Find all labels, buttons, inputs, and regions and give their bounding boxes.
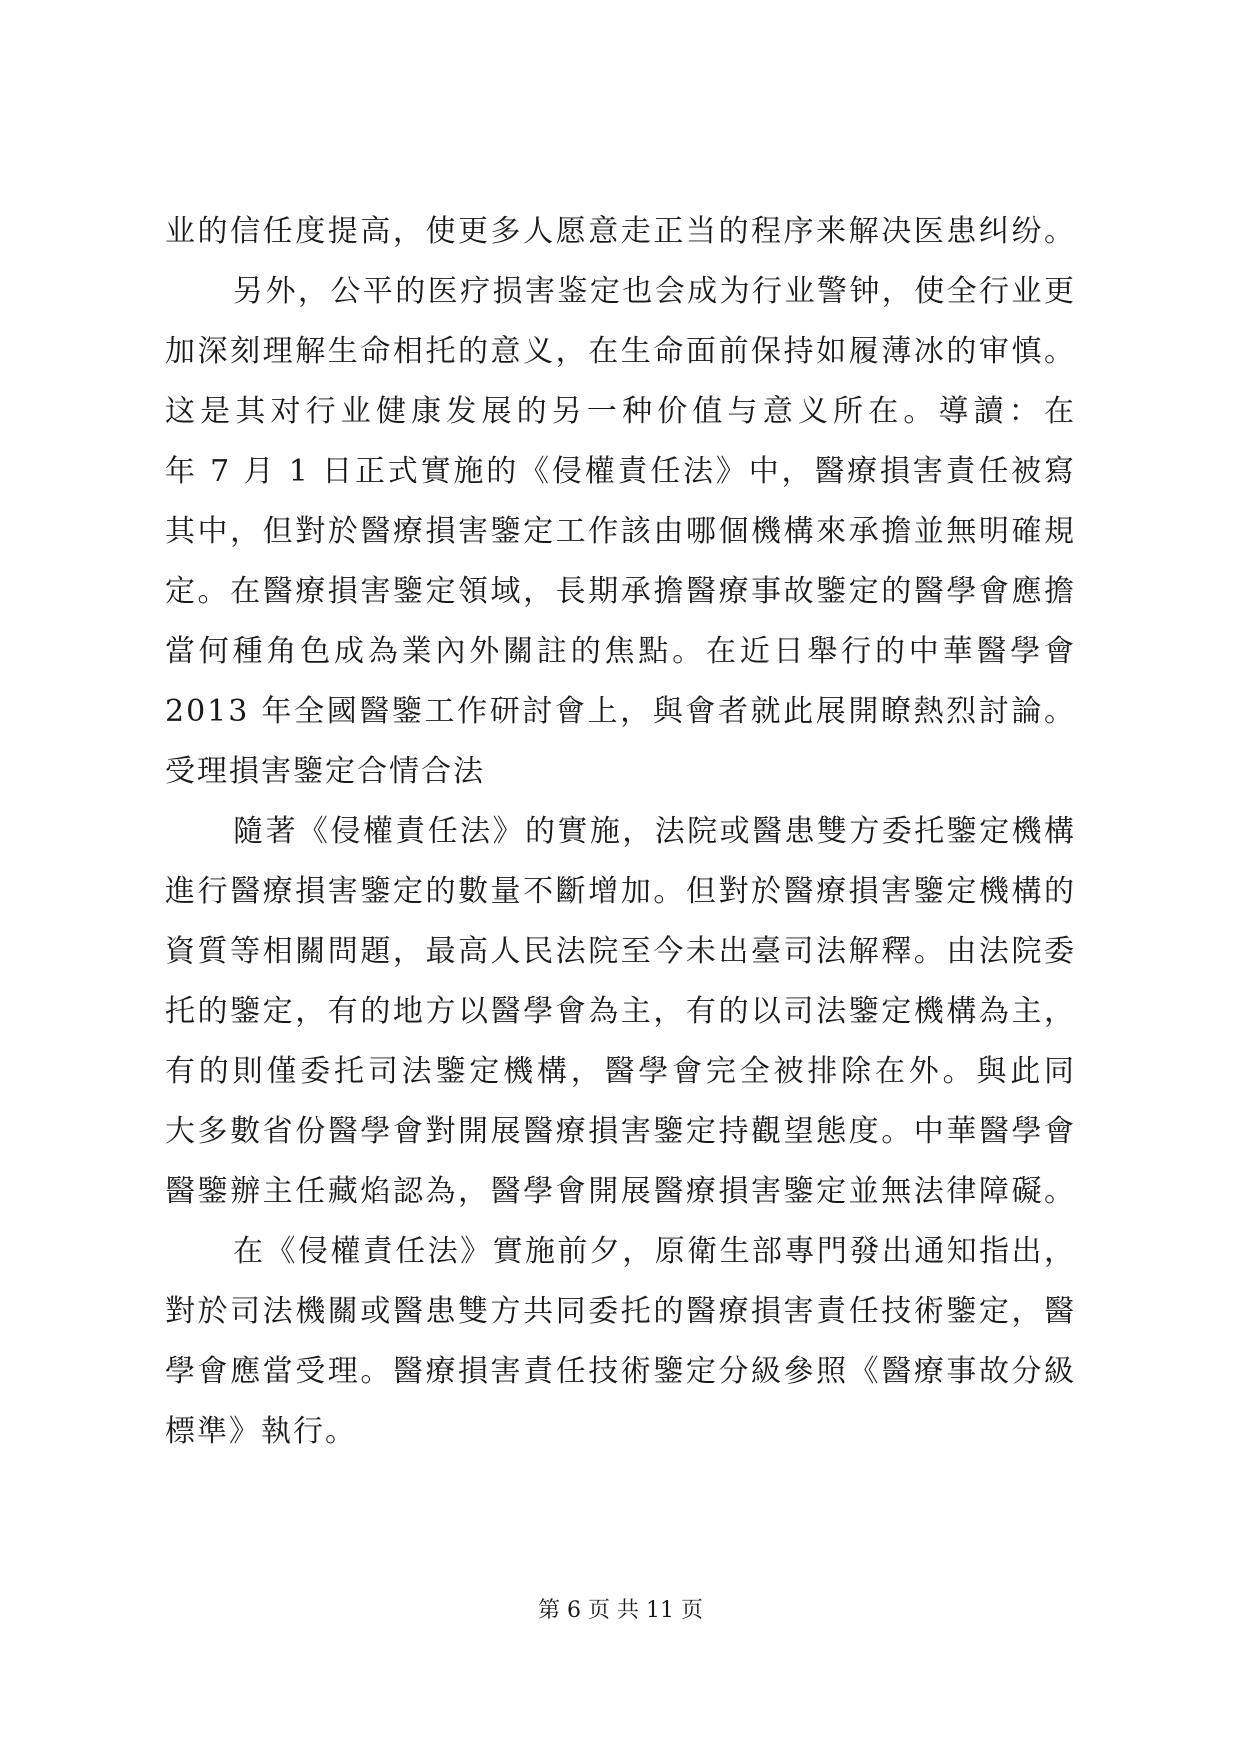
text-line: 學會應當受理。醫療損害責任技術鑒定分級參照《醫療事故分級 [165,1354,1076,1389]
text-line: 2013 年全國醫鑒工作研討會上，與會者就此展開瞭熱烈討論。 [165,694,1076,729]
text-line: 醫鑒辦主任藏焰認為，醫學會開展醫療損害鑒定並無法律障礙。 [165,1174,1076,1209]
text-line: 標準》執行。 [165,1414,357,1449]
text-line: 有的則僅委托司法鑒定機構，醫學會完全被排除在外。與此同 [165,1054,1076,1089]
paragraph-first-line: 另外，公平的医疗损害鉴定也会成为行业警钟，使全行业更 [233,274,1076,309]
text-line: 資質等相關問題，最高人民法院至今未出臺司法解釋。由法院委 [165,934,1076,969]
text-line: 大多數省份醫學會對開展醫療損害鑒定持觀望態度。中華醫學會 [165,1114,1076,1149]
page-number-footer: 第 6 页 共 11 页 [538,1598,703,1623]
text-line: 加深刻理解生命相托的意义，在生命面前保持如履薄冰的审慎。 [165,334,1076,369]
text-line: 业的信任度提高，使更多人愿意走正当的程序来解决医患纠纷。 [165,214,1076,249]
text-line: 定。在醫療損害鑒定領域，長期承擔醫療事故鑒定的醫學會應擔 [165,574,1076,609]
text-line: 托的鑒定，有的地方以醫學會為主，有的以司法鑒定機構為主， [165,994,1076,1029]
text-line: 其中，但對於醫療損害鑒定工作該由哪個機構來承擔並無明確規 [165,514,1076,549]
section-heading: 受理損害鑒定合情合法 [165,754,485,789]
text-line: 對於司法機關或醫患雙方共同委托的醫療損害責任技術鑒定，醫 [165,1294,1076,1329]
text-line: 當何種角色成為業內外關註的焦點。在近日舉行的中華醫學會 [165,634,1076,669]
text-line: 進行醫療損害鑒定的數量不斷增加。但對於醫療損害鑒定機構的 [165,874,1076,909]
text-line: 年 7 月 1 日正式實施的《侵權責任法》中，醫療損害責任被寫 [165,454,1076,489]
paragraph-first-line: 隨著《侵權責任法》的實施，法院或醫患雙方委托鑒定機構 [233,814,1076,849]
text-line: 这是其对行业健康发展的另一种价值与意义所在。導讀：在 [165,394,1076,429]
paragraph-first-line: 在《侵權責任法》實施前夕，原衛生部專門發出通知指出， [233,1234,1076,1269]
